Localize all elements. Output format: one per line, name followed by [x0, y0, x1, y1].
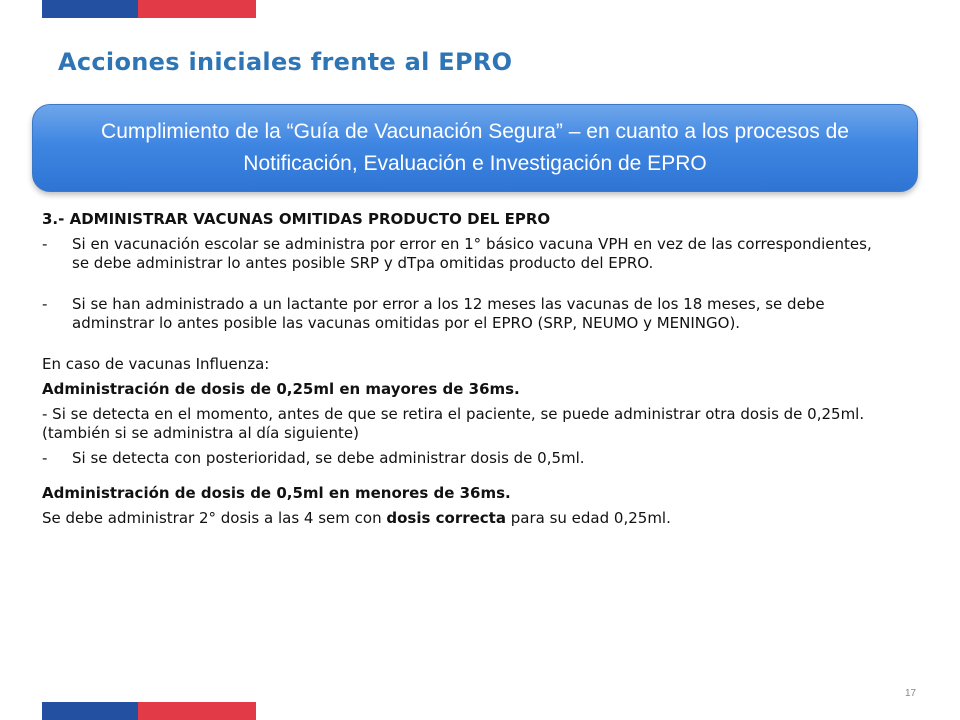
section-heading: 3.- ADMINISTRAR VACUNAS OMITIDAS PRODUCTO DEL EPRO — [42, 210, 551, 228]
flag-blue-segment — [42, 0, 138, 18]
flag-red-segment — [138, 0, 256, 18]
influenza-intro: En caso de vacunas Influenza: — [42, 355, 270, 373]
case2-text-after: para su edad 0,25ml. — [505, 509, 671, 527]
bullet-item — [42, 295, 882, 333]
highlight-banner — [32, 104, 918, 192]
bullet-marker: - — [42, 449, 48, 467]
flag-blue-segment — [42, 702, 138, 720]
case2-heading: Administración de dosis de 0,5ml en menores de 36ms. — [42, 484, 511, 502]
case2-text-before: Se debe administrar 2° dosis a las 4 sem con — [42, 509, 387, 527]
case1-bullet — [42, 449, 882, 468]
bullet-item — [42, 235, 882, 273]
page-number: 17 — [905, 688, 917, 699]
bullet-text: Si en vacunación escolar se administra por error en 1° básico vacuna VPH en vez de las correspondientes, se debe administrar lo antes posible SRP y dTpa omitidas producto del EPRO. — [72, 235, 872, 272]
bullet-text: Si se han administrado a un lactante por error a los 12 meses las vacunas de los 18 meses, se debe adminstrar lo antes posible las vacunas omitidas por el EPRO (SRP, NEUMO y MENINGO). — [72, 295, 825, 332]
slide-title: Acciones iniciales frente al EPRO — [58, 48, 513, 76]
flag-red-segment — [138, 702, 256, 720]
top-flag-bar — [42, 0, 256, 18]
case2-text — [42, 509, 882, 528]
case1-heading: Administración de dosis de 0,25ml en mayores de 36ms. — [42, 380, 520, 398]
bottom-flag-bar — [42, 702, 256, 720]
bullet-marker: - — [42, 295, 48, 313]
case2-text-bold: dosis correcta — [386, 509, 506, 527]
slide-body — [42, 210, 882, 528]
case1-line2: Si se detecta con posterioridad, se debe administrar dosis de 0,5ml. — [72, 449, 585, 467]
bullet-marker: - — [42, 235, 48, 253]
banner-text: Cumplimiento de la “Guía de Vacunación Segura” – en cuanto a los procesos de Notificación, Evaluación e Investigación de EPRO — [101, 120, 849, 175]
case1-line1: - Si se detecta en el momento, antes de que se retira el paciente, se puede administrar otra dosis de 0,25ml. (también si se administra al día siguiente) — [42, 405, 865, 442]
